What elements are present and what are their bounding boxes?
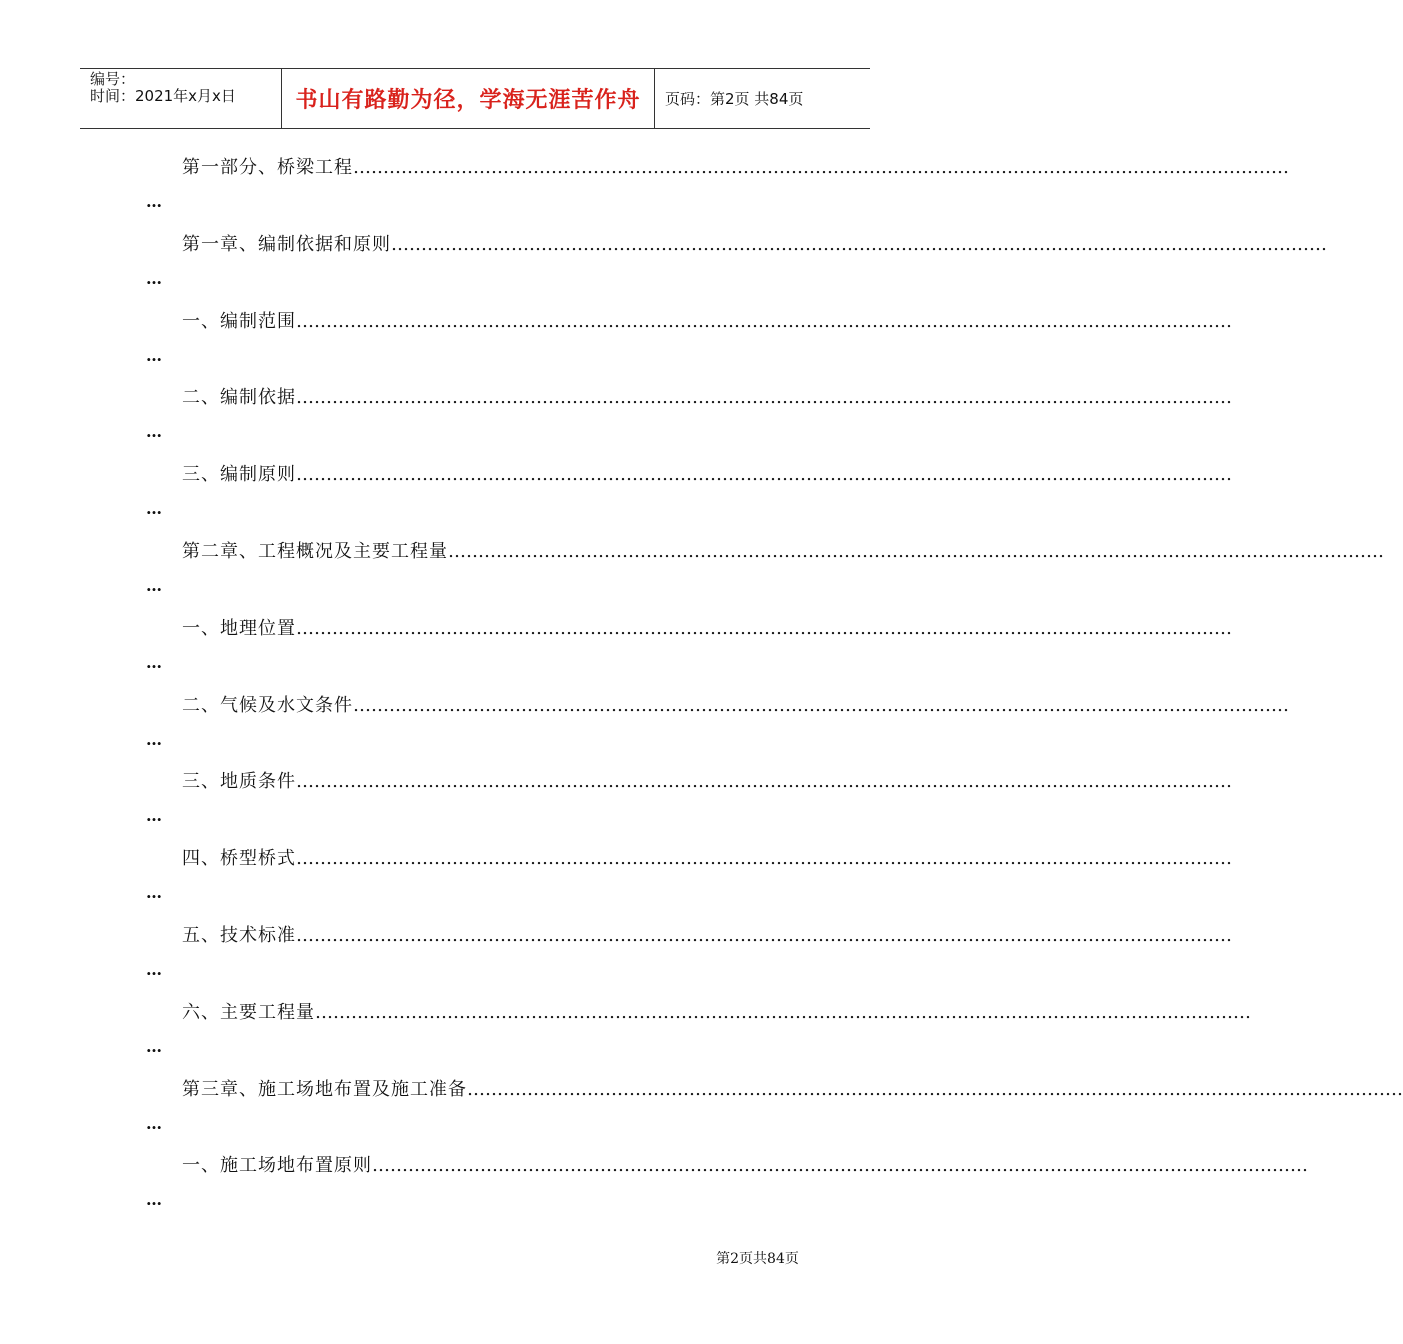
toc-leader-continuation: … [146, 576, 162, 595]
toc-entry [0, 156, 1289, 216]
toc-line [182, 1001, 1251, 1025]
toc-entry [0, 1078, 1403, 1138]
toc-entry [0, 924, 1232, 984]
toc-leader-continuation: … [146, 345, 162, 365]
toc-dot-leader: ………………………………………………………………………………………………………………………………………… [448, 541, 1384, 562]
toc-entry [0, 1001, 1251, 1061]
toc-line [182, 617, 1232, 641]
toc-entry [0, 310, 1232, 370]
toc-entry [0, 386, 1232, 446]
toc-entry-title: 二、气候及水文条件 [182, 694, 353, 716]
toc-dot-leader: ………………………………………………………………………………………………………………………………………… [296, 387, 1232, 409]
toc-entry [0, 463, 1232, 523]
toc-leader-continuation: … [146, 192, 162, 211]
toc-leader-continuation: … [146, 806, 162, 826]
toc-dot-leader: ………………………………………………………………………………………………………………………………………… [296, 925, 1232, 946]
toc-leader-continuation: … [146, 883, 162, 903]
toc-entry-title: 第二章、工程概况及主要工程量 [182, 541, 448, 562]
toc-leader-continuation: … [146, 499, 162, 519]
header-motto: 书山有路勤为径，学海无涯苦作舟 [295, 88, 641, 113]
toc-line [182, 847, 1232, 871]
toc-dot-leader: ………………………………………………………………………………………………………………………………………… [372, 1155, 1308, 1177]
header-page-info: 页码：第2页 共84页 [665, 90, 804, 108]
toc-dot-leader: ………………………………………………………………………………………………………………………………………… [353, 157, 1289, 178]
toc-dot-leader: ………………………………………………………………………………………………………………………………………… [467, 1078, 1403, 1100]
toc-line [182, 233, 1327, 257]
toc-entry [0, 233, 1327, 293]
toc-line [182, 694, 1289, 718]
toc-entry [0, 617, 1232, 677]
toc-entry-title: 第一章、编制依据和原则 [182, 233, 391, 255]
toc-dot-leader: ………………………………………………………………………………………………………………………………………… [315, 1001, 1251, 1023]
header-time-label: 时间：2021年x月x日 [90, 87, 236, 105]
toc-leader-continuation: … [146, 268, 162, 288]
page-footer: 第2页共84页 [716, 1251, 799, 1267]
document-header [80, 68, 870, 129]
toc-entry-title: 三、地质条件 [182, 771, 296, 793]
header-motto-cell [282, 69, 655, 128]
toc-leader-continuation: … [146, 1036, 162, 1056]
toc-leader-continuation: … [146, 960, 162, 979]
toc-dot-leader: ………………………………………………………………………………………………………………………………………… [296, 771, 1232, 793]
toc-line [182, 1078, 1403, 1102]
toc-dot-leader: ………………………………………………………………………………………………………………………………………… [353, 694, 1289, 716]
toc-leader-continuation: … [146, 652, 162, 672]
toc-line [182, 156, 1289, 180]
toc-leader-continuation: … [146, 729, 162, 749]
header-meta [80, 69, 282, 128]
toc-entry [0, 694, 1289, 754]
toc-entry-title: 一、地理位置 [182, 617, 296, 639]
toc-dot-leader: ………………………………………………………………………………………………………………………………………… [296, 848, 1232, 870]
toc-dot-leader: ………………………………………………………………………………………………………………………………………… [296, 464, 1232, 486]
header-number-label: 编号： [90, 70, 136, 88]
toc-line [182, 540, 1384, 564]
toc-line [182, 924, 1232, 948]
toc-entry-title: 三、编制原则 [182, 464, 296, 486]
toc-dot-leader: ………………………………………………………………………………………………………………………………………… [296, 310, 1232, 332]
toc-entry-title: 二、编制依据 [182, 387, 296, 409]
toc-entry-title: 第三章、施工场地布置及施工准备 [182, 1078, 467, 1100]
toc-entry-title: 一、施工场地布置原则 [182, 1155, 372, 1177]
toc-line [182, 463, 1232, 487]
toc-dot-leader: ………………………………………………………………………………………………………………………………………… [391, 233, 1327, 255]
toc-line [182, 770, 1232, 794]
toc-entry [0, 1154, 1308, 1214]
toc-leader-continuation: … [146, 422, 162, 442]
toc-dot-leader: ………………………………………………………………………………………………………………………………………… [296, 617, 1232, 639]
toc-entry-title: 六、主要工程量 [182, 1001, 315, 1023]
toc-entry [0, 770, 1232, 830]
toc-entry-title: 一、编制范围 [182, 310, 296, 332]
toc-entry [0, 847, 1232, 907]
toc-entry-title: 第一部分、桥梁工程 [182, 157, 353, 178]
toc-line [182, 386, 1232, 410]
toc-entry-title: 五、技术标准 [182, 925, 296, 946]
toc-line [182, 310, 1232, 334]
toc-leader-continuation: … [146, 1190, 162, 1210]
toc-line [182, 1154, 1308, 1178]
toc-entry [0, 540, 1384, 600]
toc-leader-continuation: … [146, 1113, 162, 1133]
toc-entry-title: 四、桥型桥式 [182, 848, 296, 870]
